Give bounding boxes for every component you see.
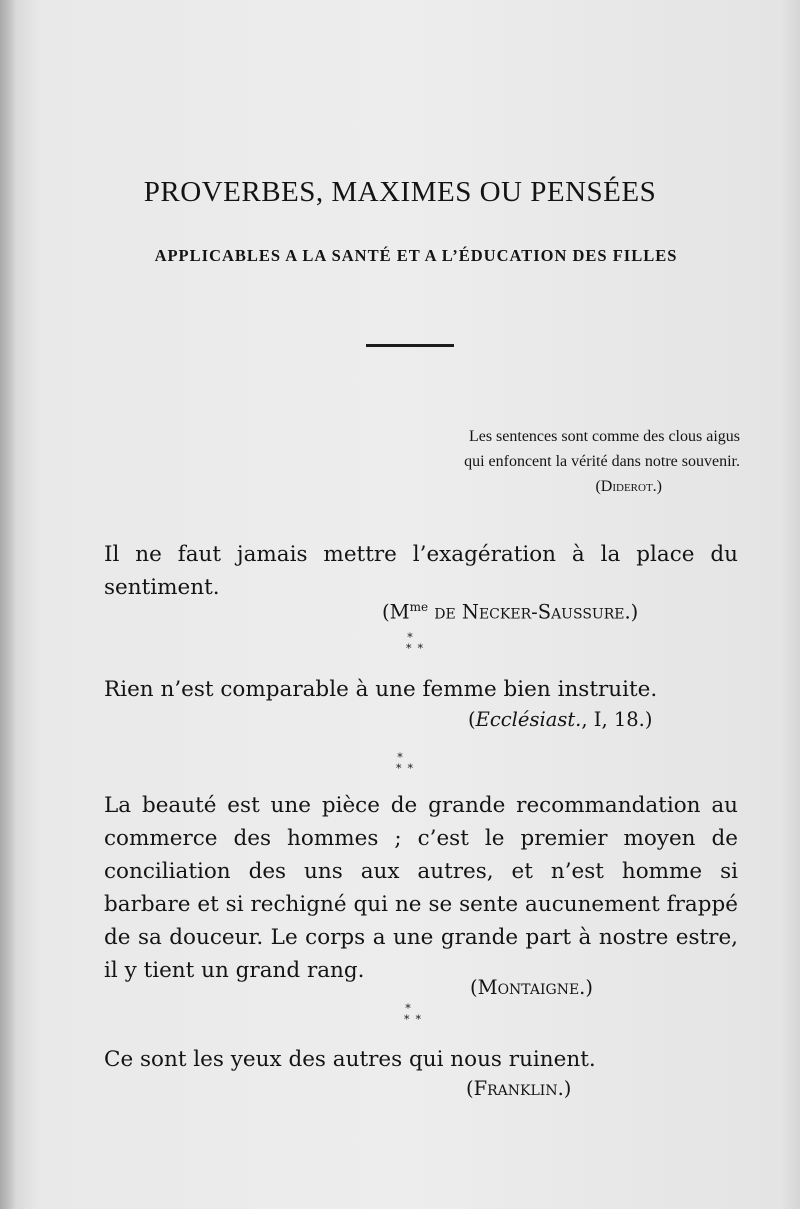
title-rule [366,344,454,347]
quote-1: Il ne faut jamais mettre l’exagération à la place du sentiment. [104,542,738,600]
asterism-star: * [396,762,408,775]
asterism-top: * [405,1002,411,1015]
asterism-star: * [404,1013,416,1026]
asterism-top: * [407,631,413,644]
asterism-bottom [390,762,419,775]
quote-4-attribution: (Franklin.) [466,1077,572,1100]
quote-3: La beauté est une pièce de grande recommandation au commerce des hommes ; c’est le premier moyen de conciliation des uns aux autres, et n’est homme si barbare et si rechigné qui ne se sente aucunement frappé de sa douceur. Le corps a une grande part à nostre estre, il y tient un grand rang. [104,793,738,983]
epigraph-line-2: qui enfoncent la vérité dans notre souvenir. [464,453,740,470]
attribution-author: de Necker-Saussure.) [428,600,639,624]
quote-4: Ce sont les yeux des autres qui nous ruinent. [104,1047,596,1072]
page-title: PROVERBES, MAXIMES OU PENSÉES [143,176,657,208]
asterism-star: * [407,762,419,775]
quote-2: Rien n’est comparable à une femme bien instruite. [104,677,658,702]
quote-1-attribution [382,600,638,624]
quote-2-attribution: (Ecclésiast., I, 18.) [468,708,653,731]
asterism-top: * [397,751,403,764]
attribution-work: Ecclésiast. [475,708,582,731]
asterism-bottom [400,642,429,655]
attribution-reference: , I, 18. [581,708,645,731]
epigraph-line-1: Les sentences sont comme des clous aigus [468,428,740,445]
attribution-prefix: (M [382,600,410,624]
asterism-star: * [417,642,429,655]
separator-asterism-1 [400,631,429,658]
quote-3-attribution: (Montaigne.) [470,976,593,999]
asterism-star: * [406,642,418,655]
asterism-bottom [398,1013,427,1026]
epigraph-author: (Diderot.) [595,478,662,495]
page-subtitle: APPLICABLES A LA SANTÉ ET A L’ÉDUCATION DES FILLES [154,246,678,265]
separator-asterism-3 [398,1002,427,1029]
separator-asterism-2 [390,751,419,778]
asterism-star: * [415,1013,427,1026]
epigraph [464,424,740,499]
attribution-superscript: me [409,600,429,614]
